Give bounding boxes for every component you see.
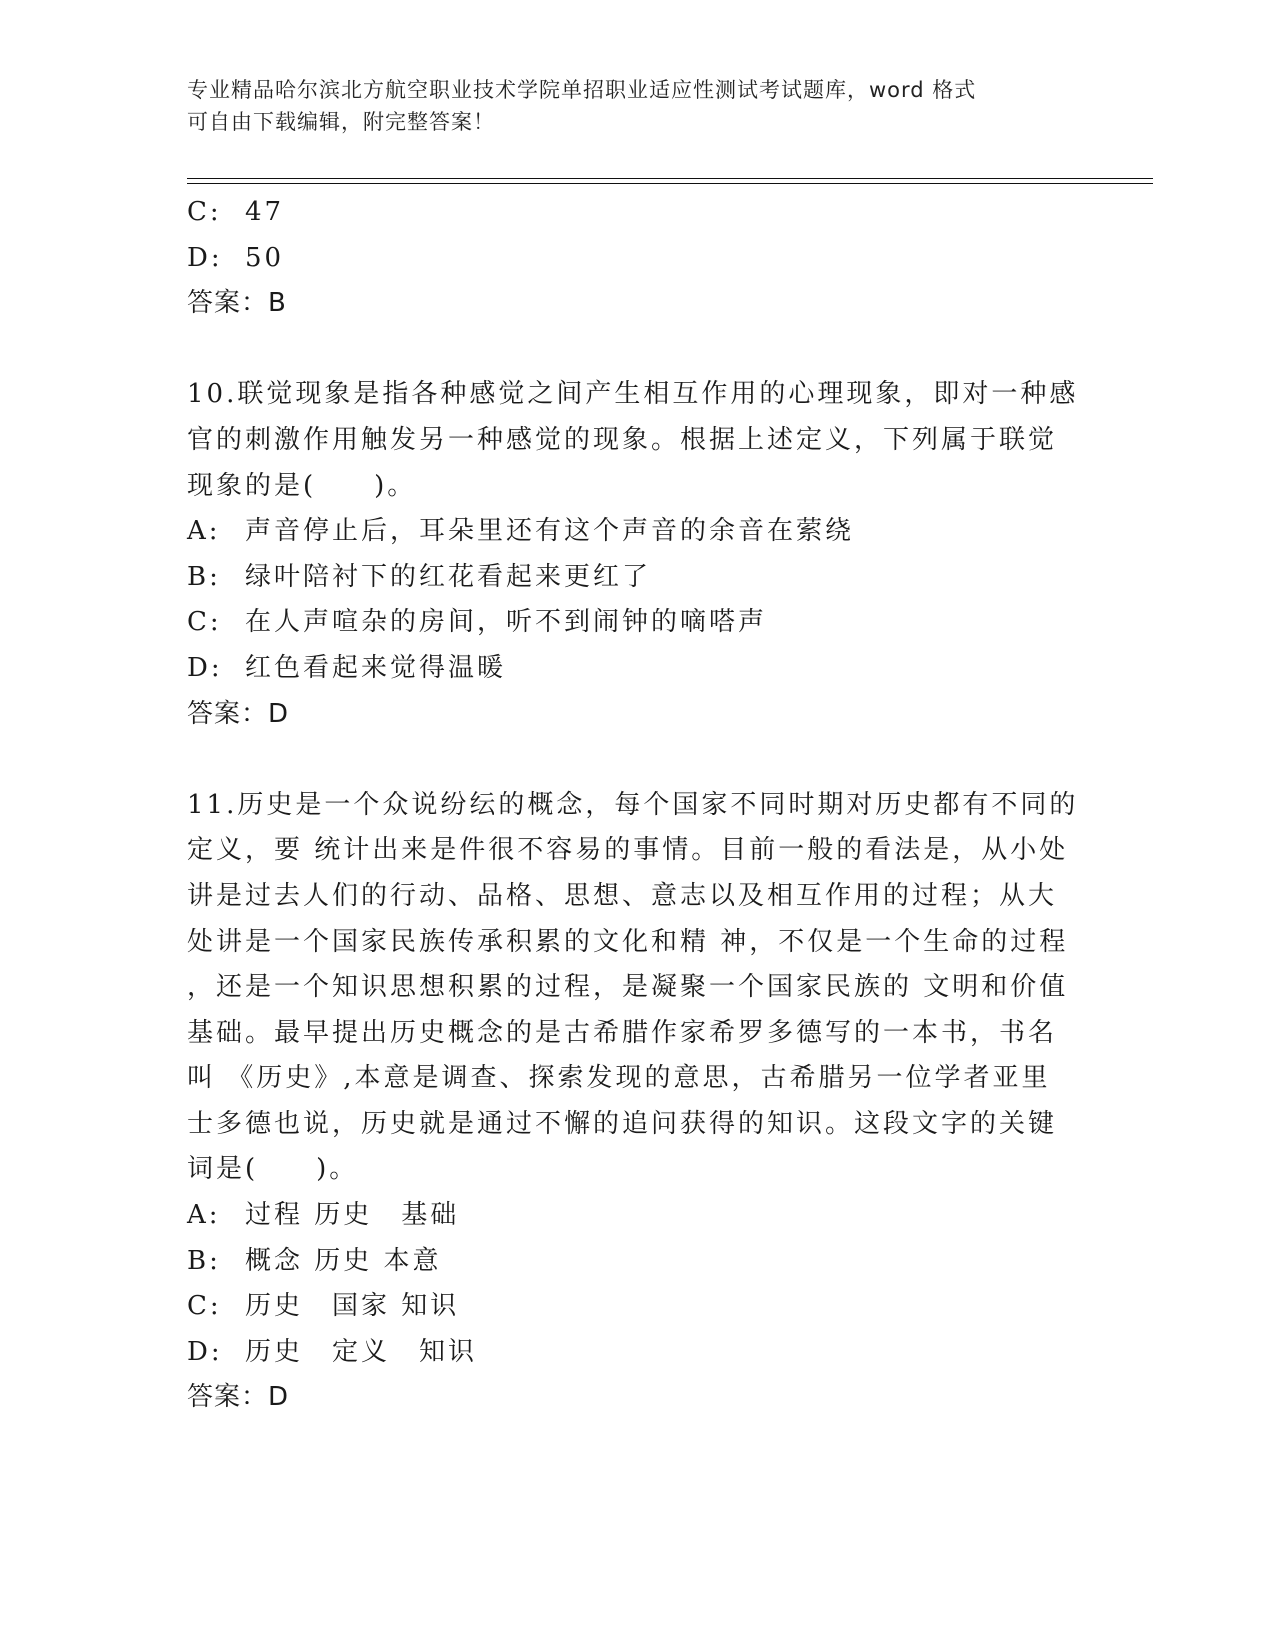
header-line-1: 专业精品哈尔滨北方航空职业技术学院单招职业适应性测试考试题库，word 格式 bbox=[187, 78, 977, 102]
option-letter: B: bbox=[187, 561, 221, 592]
question-9 bbox=[187, 190, 1067, 327]
question-text-line: 讲是过去人们的行动、品格、思想、意志以及相互作用的过程；从大 bbox=[187, 880, 1058, 911]
question-text-line: 处讲是一个国家民族传承积累的文化和精 神，不仅是一个生命的过程 bbox=[187, 926, 1069, 957]
option-d bbox=[187, 1330, 1067, 1376]
answer-line: 答案：D bbox=[187, 698, 290, 729]
question-text-line: 叫 《历史》,本意是调查、探索发现的意思，古希腊另一位学者亚里 bbox=[187, 1063, 1051, 1094]
option-letter: C: bbox=[187, 607, 222, 638]
question-text-line: 11.历史是一个众说纷纭的概念，每个国家不同时期对历史都有不同的 bbox=[187, 789, 1079, 820]
document-body bbox=[187, 190, 1079, 1421]
option-letter: C: bbox=[187, 197, 222, 227]
option-letter: D: bbox=[187, 242, 223, 273]
header-line-2: 可自由下载编辑，附完整答案！ bbox=[187, 110, 495, 134]
option-text: 概念 历史 本意 bbox=[245, 1245, 442, 1276]
option-letter: A: bbox=[187, 516, 221, 547]
option-text: 历史 国家 知识 bbox=[245, 1291, 460, 1322]
question-text-line: 定义，要 统计出来是件很不容易的事情。目前一般的看法是，从小处 bbox=[187, 835, 1069, 866]
answer-line: 答案：B bbox=[187, 288, 287, 319]
option-letter: B: bbox=[187, 1245, 221, 1276]
question-text-line: 基础。最早提出历史概念的是古希腊作家希罗多德写的一本书，书名 bbox=[187, 1017, 1058, 1048]
option-letter: D: bbox=[187, 1336, 223, 1367]
question-text-line: 现象的是( )。 bbox=[187, 470, 417, 501]
question-text-line: 官的刺激作用触发另一种感觉的现象。根据上述定义，下列属于联觉 bbox=[187, 424, 1058, 455]
option-b bbox=[187, 1239, 1067, 1285]
option-text: 过程 历史 基础 bbox=[245, 1200, 460, 1231]
option-a bbox=[187, 1193, 1067, 1239]
question-text-line: ，还是一个知识思想积累的过程，是凝聚一个国家民族的 文明和价值 bbox=[187, 972, 1069, 1003]
option-b bbox=[187, 555, 1067, 601]
question-text-line: 10.联觉现象是指各种感觉之间产生相互作用的心理现象，即对一种感 bbox=[187, 379, 1079, 410]
option-text: 历史 定义 知识 bbox=[245, 1336, 478, 1367]
question-text-line: 词是( )。 bbox=[187, 1154, 359, 1185]
option-text: 红色看起来觉得温暖 bbox=[245, 652, 507, 683]
header-rule-top bbox=[187, 178, 1153, 179]
option-text: 绿叶陪衬下的红花看起来更红了 bbox=[245, 561, 652, 592]
option-text: 在人声喧杂的房间，听不到闹钟的嘀嗒声 bbox=[245, 607, 768, 638]
option-a bbox=[187, 509, 1067, 555]
option-letter: C: bbox=[187, 1291, 222, 1322]
option-letter: D: bbox=[187, 652, 223, 683]
option-c bbox=[187, 190, 1067, 236]
option-c bbox=[187, 1284, 1067, 1330]
option-d bbox=[187, 236, 1067, 282]
answer-line: 答案：D bbox=[187, 1382, 290, 1413]
option-d bbox=[187, 646, 1067, 692]
option-text: 声音停止后，耳朵里还有这个声音的余音在萦绕 bbox=[245, 516, 855, 547]
question-10 bbox=[187, 372, 1079, 737]
question-11 bbox=[187, 783, 1079, 1421]
header-rule-bottom bbox=[187, 183, 1153, 184]
option-c bbox=[187, 600, 1067, 646]
document-header bbox=[187, 74, 1067, 138]
option-text: 50 bbox=[245, 242, 285, 273]
question-text-line: 士多德也说，历史就是通过不懈的追问获得的知识。这段文字的关键 bbox=[187, 1108, 1058, 1139]
option-letter: A: bbox=[187, 1200, 221, 1231]
option-text: 47 bbox=[245, 197, 285, 227]
